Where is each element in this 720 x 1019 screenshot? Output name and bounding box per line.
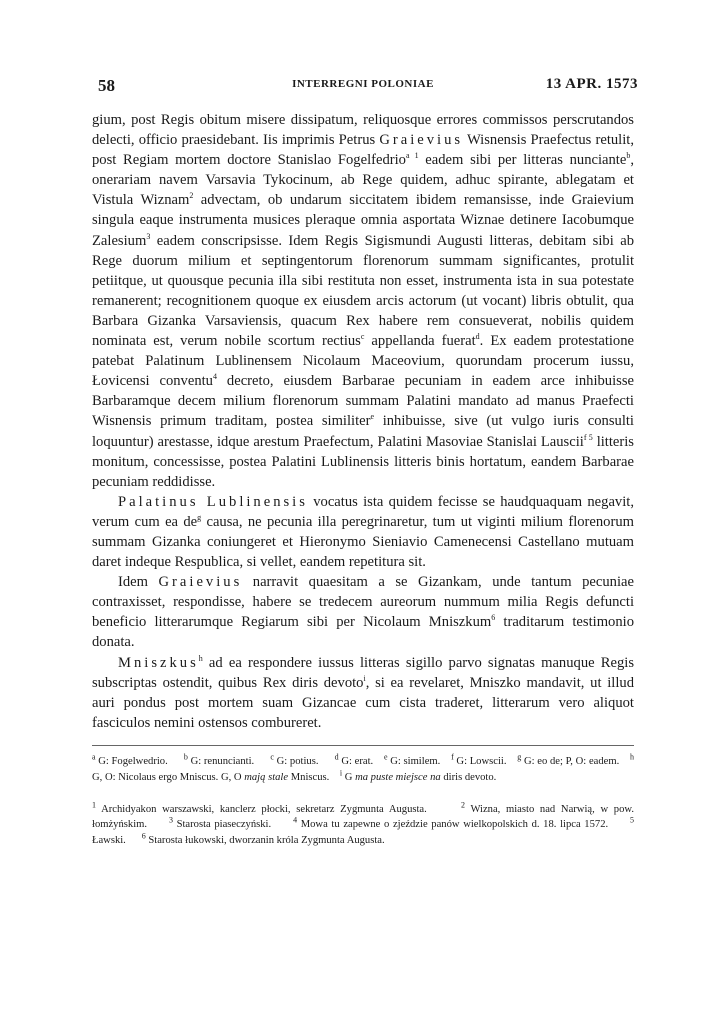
apparatus-note: G: renuncianti. [187,755,255,767]
page-number: 58 [98,76,115,95]
text-run: narravit quaesitam a se Gizankam, unde tantum pecuniae contraxisset, respondisse, habere se tredecem aureorum nummum milia Regis defuncti beneficio litterarumque Regiarum sibi per Nicolaum Mniszkum [92,574,634,631]
text-run: , si ea revelaret, Mniszko mandavit, ut illud auri pondus post mortem suam Gizancae cum cista traderet, litterarum vero aliquot fasciculos nemini ostensos combureret. [92,674,634,731]
editorial-note: Archidyakon warszawski, kanclerz płocki, sekretarz Zygmunta Augusta. [96,803,427,815]
footnote-ref: 4 [212,372,217,382]
text-run: . Ex eadem protestatione patebat Palatinum Lublinensem Nicolaum Maceovium, quorundam procerum iussu, Łovicensi conventu [92,333,634,390]
running-title: INTERREGNI POLONIAE [292,78,434,90]
spaced-name: Palatinus Lublinensis [118,493,308,510]
note-mark: c [270,752,274,762]
paragraph-2 [92,492,634,572]
text-run: traditarum testimonio donata. [92,614,634,651]
note-mark: e [383,752,388,762]
apparatus-note: Mniscus. [288,771,330,783]
spaced-name: Mniszkus [118,654,199,671]
text-run: eadem sibi per litteras nunciante [418,152,627,169]
apparatus-note: diris devoto. [440,771,497,783]
editorial-note: Wizna, miasto nad Narwią, w pow. łomżyńskim. [92,803,634,831]
note-mark: a [92,752,96,762]
footnote-ref: e [370,412,375,422]
footnote-ref: f 5 [583,432,593,442]
text-run: Wisnensis Praefectus retulit, post Regiam mortem doctore Stanislao Fogelfedrio [92,132,634,169]
numbered-notes [92,802,634,849]
note-mark: 6 [141,831,146,841]
footnote-ref: i [363,673,366,683]
apparatus-note: G: eo de; P, O: eadem. [521,755,620,767]
apparatus-notes [92,754,634,786]
spaced-name: Graievius [379,132,464,149]
apparatus-note: G, O: Nicolaus ergo Mniscus. G, O [92,771,245,783]
apparatus-note: G: Lowscii. [453,755,507,767]
footnote-divider [92,745,634,746]
apparatus-note: G: Fogelwedrio. [95,755,168,767]
editorial-note: Starosta łukowski, dworzanin króla Zygmunta Augusta. [145,834,385,846]
apparatus-note: G [342,771,356,783]
footnote-ref: 6 [491,613,496,623]
text-run: appellanda fuerat [364,333,476,350]
editorial-note: Mowa tu zapewne o zjeździe panów wielkopolskich d. 18. lipca 1572. [297,819,609,831]
critical-apparatus [92,754,634,786]
footnote-ref: a 1 [405,151,419,161]
text-run: ad ea respondere iussus litteras sigillo parvo signatas manuque Regis subscriptas ostendit, quibus Rex diris devoto [92,654,634,691]
running-header [92,76,638,102]
text-run: decreto, eiusdem Barbarae pecuniam in eadem arce inhibuisse Barbaramque decem milium florenorum summam Palatini mandato ad manus Praefecti Wisnensis primum traditam, postea similiter [92,373,634,430]
text-run: Idem [118,574,159,591]
text-run: inhibuisse, sive (ut vulgo iuris consulti loquuntur) arestasse, idque arestum Praefectum, Palatini Masoviae Stanislai Lauscii [92,413,634,450]
note-mark: d [334,752,339,762]
footnote-ref: g [197,513,202,523]
note-mark: 4 [293,815,298,825]
apparatus-note: G: erat. [338,755,374,767]
footnote-ref: 2 [189,191,194,201]
text-run: eadem conscripsisse. Idem Regis Sigismundi Augusti litteras, debitam sibi ab Rege duorum milium et septingentorum florenorum summam significantes, protulit petiitque, ut quousque pecunia illa sibi restituta non esset, instrumenta ista in sua potestate remanerent; recognitionem quoque ex eiusdem arcis actorum (ut vocant) libris obtulit, qua Barbara Gizanka Varsaviensis, quacum Rex habere rem consueverat, nobilis quidem nominata est, verum nobile scortum rectius [92,232,634,350]
footnote-ref: c [360,332,365,342]
note-mark: 3 [168,815,173,825]
note-mark: 1 [92,800,96,810]
apparatus-note-italic: ma puste miejsce na [355,771,441,783]
text-run: litteris monitum, concessisse, postea Palatini Lublinensis litteris binis hortatum, eandem Barbarae pecuniam reddidisse. [92,433,634,490]
apparatus-note-italic: mają stale [244,771,289,783]
note-mark: i [339,768,343,778]
note-mark: g [517,752,522,762]
main-text [92,110,634,733]
note-mark: h [630,752,635,762]
footnote-ref: d [475,332,480,342]
note-mark: 5 [630,815,635,825]
footnote-ref: h [198,653,203,663]
text-run: gium, post Regis obitum misere dissipatum, reliquosque errores commissos perscrutandos delecti, officio praesidebant. Iis imprimis Petrus [92,112,634,149]
footnote-ref: 3 [146,231,151,241]
editorial-notes [92,802,634,849]
note-mark: b [183,752,188,762]
text-run: advectam, ob undarum siccitatem ibidem remansisse, inde Graievium singula eaque instrumenta musices pleraque omnia asportata Wiznae detinere Iacobumque Zalesium [92,192,635,249]
apparatus-note: G: similem. [387,755,441,767]
paragraph-4 [92,653,634,733]
text-run: , onerariam navem Varsavia Tykocinum, ab Rege quidem, adhuc spirante, ablegatam et Vistula Wiznam [92,152,634,209]
spaced-name: Graievius [158,574,243,591]
note-mark: f [451,752,454,762]
paragraph-1 [92,110,634,492]
apparatus-note: G: potius. [273,755,319,767]
paragraph-3 [92,572,634,652]
note-mark: 2 [460,800,465,810]
footnote-ref: b [626,151,631,161]
header-date: 13 APR. 1573 [545,76,638,92]
text-run: vocatus ista quidem fecisse se haudquaquam negavit, verum cum ea de [92,493,634,530]
text-run: causa, ne pecunia illa peregrinaretur, tum ut viginti milium florenorum summam Gizanka coniungeret et Hieronymo Sieniavio Camenecensi Castellano mutuam daret indeque Respublica, si vellet, eandem repetitura sit. [92,513,634,571]
editorial-note: Ławski. [92,834,126,846]
editorial-note: Starosta piaseczyński. [172,819,272,831]
